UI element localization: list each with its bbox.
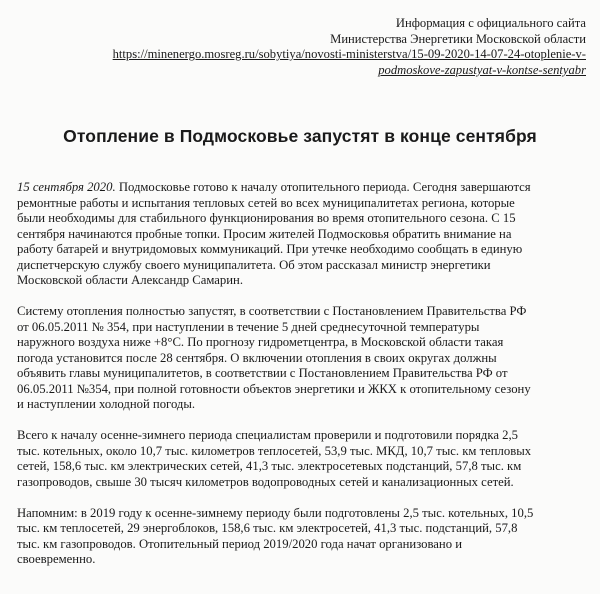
paragraph-line: Систему отопления полностью запустят, в соответствии с Постановлением Правительства РФ — [17, 304, 527, 318]
source-url-line-1[interactable]: https://minenergo.mosreg.ru/sobytiya/novosti-ministerstva/15-09-2020-14-07-24-otoplenie-v- — [112, 47, 586, 62]
paragraph-line: работу батарей и внутридомовых коммуникаций. При утечке необходимо сообщать в единую — [17, 242, 523, 256]
article-date: 15 сентября 2020. — [17, 180, 116, 194]
paragraph-line: газопроводов, свыше 30 тысяч километров водопроводных сетей и канализационных сетей. — [17, 474, 514, 489]
paragraph-line: ремонтные работы и испытания тепловых сетей во всех муниципалитетах региона, которые — [17, 195, 515, 210]
paragraph-3 — [17, 428, 585, 490]
paragraph-line: сентября начинаются пробные топки. Просим жителей Подмосковья обратить внимание на — [17, 226, 512, 241]
source-line-2: Министерства Энергетики Московской области — [330, 31, 586, 46]
source-link[interactable] — [46, 47, 586, 63]
paragraph-line: были необходимы для стабильного функционирования во время отопительного сезона. С 15 — [17, 211, 516, 225]
paragraph-line: наружного воздуха ниже +8°С. По прогнозу гидрометцентра, в Московской области такая — [17, 335, 504, 349]
paragraph-line: Московской области Александр Самарин. — [17, 273, 243, 287]
paragraph-line: сетей, 158,6 тыс. км электрических сетей, 41,3 тыс. электросетевых подстанций, 57,8 тыс. км — [17, 459, 522, 473]
article-body — [17, 180, 585, 583]
paragraph-text: Подмосковье готово к началу отопительного периода. Сегодня завершаются — [115, 180, 531, 194]
paragraph-line: объявить главы муниципалитетов, в соответствии с Постановлением Правительства РФ от — [17, 366, 508, 380]
paragraph-line: 06.05.2011 №354, при полной готовности объектов энергетики и ЖКХ к отопительному сезону — [17, 381, 531, 396]
paragraph-line: Напомним: в 2019 году к осенне-зимнему периоду были подготовлены 2,5 тыс. котельных, 10,5 — [17, 505, 534, 520]
paragraph-line: погода установится после 28 сентября. О включении отопления в своих округах должны — [17, 350, 497, 365]
paragraph-line: и наступлении холодной погоды. — [17, 397, 196, 411]
paragraph-4 — [17, 506, 585, 568]
paragraph-line: тыс. котельных, около 10,7 тыс. километров теплосетей, 53,9 тыс. МКД, 10,7 тыс. км тепловых — [17, 443, 532, 458]
paragraph-2 — [17, 304, 585, 413]
article-title: Отопление в Подмосковье запустят в конце сентября — [63, 126, 537, 146]
source-line-1: Информация с официального сайта — [395, 16, 586, 30]
source-attribution — [46, 16, 586, 78]
paragraph-line: от 06.05.2011 № 354, при наступлении в течение 5 дней среднесуточной температуры — [17, 319, 480, 334]
paragraph-line: тыс. км теплосетей, 29 энергоблоков, 158,6 тыс. км электросетей, 41,3 тыс. подстанций, 57,8 — [17, 521, 518, 535]
source-link-cont[interactable] — [46, 63, 586, 79]
paragraph-line: своевременно. — [17, 552, 96, 566]
paragraph-line: диспетчерскую службу своего муниципалитета. Об этом рассказал министр энергетики — [17, 257, 491, 272]
paragraph-1 — [17, 180, 585, 289]
source-url-line-2[interactable]: podmoskove-zapustyat-v-kontse-sentyabr — [378, 62, 586, 77]
paragraph-line: Всего к началу осенне-зимнего периода специалистам проверили и подготовили порядка 2,5 — [17, 428, 519, 442]
paragraph-line — [17, 180, 585, 196]
paragraph-line: тыс. км газопроводов. Отопительный период 2019/2020 года начат организовано и — [17, 536, 463, 551]
